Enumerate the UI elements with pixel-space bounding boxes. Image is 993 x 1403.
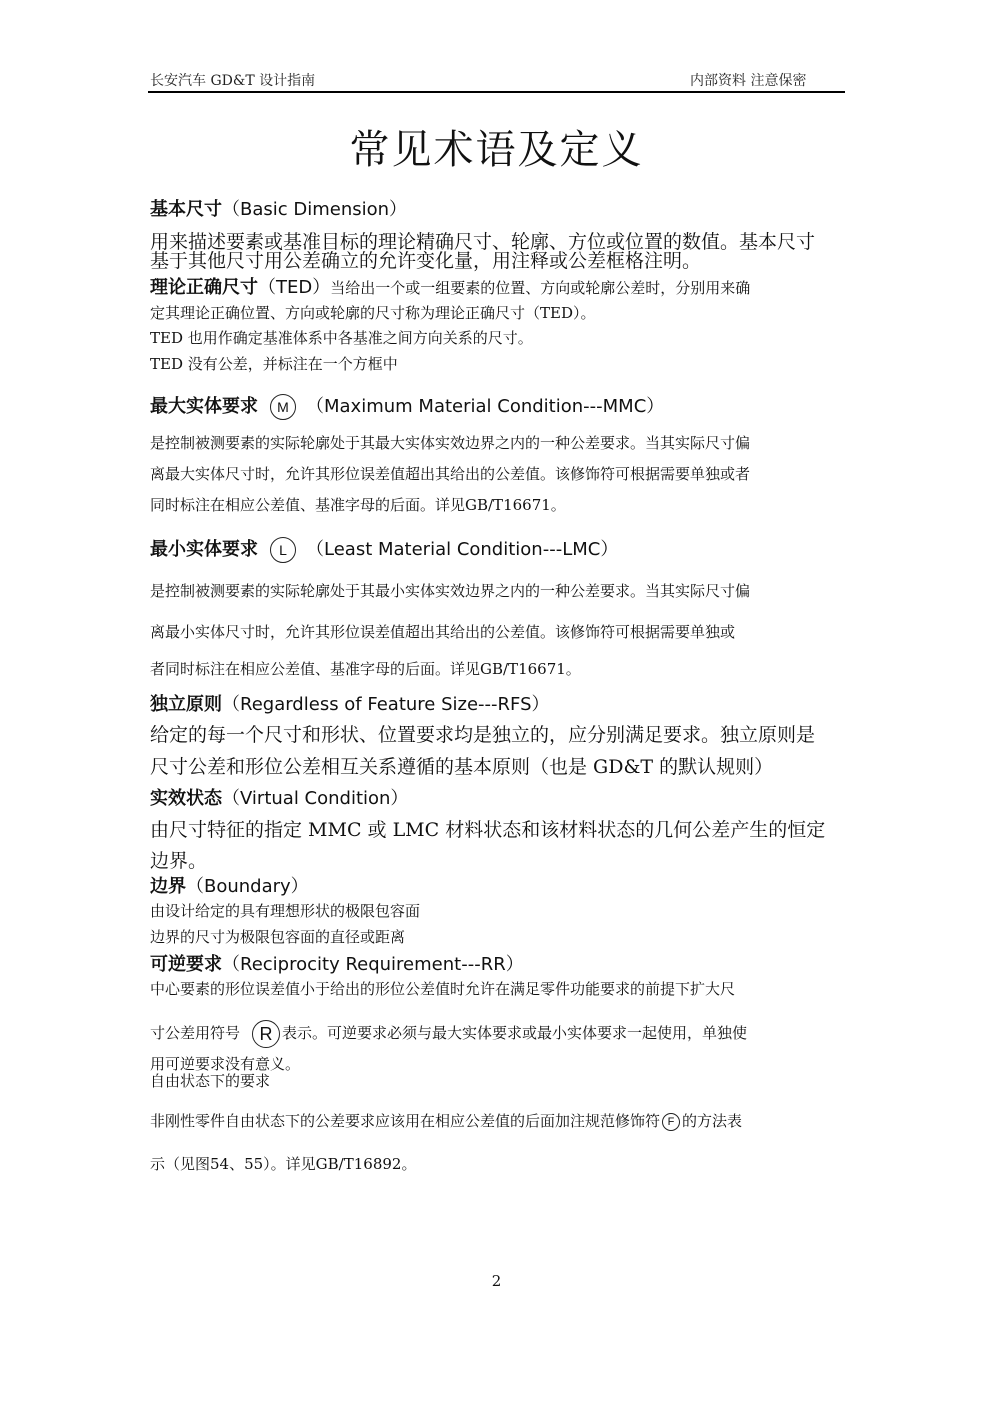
rr-heading-cn: 可逆要求 (150, 954, 222, 975)
mmc-circled-m-icon: M (270, 394, 296, 420)
rr-line-2-pre: 寸公差用符号 (150, 1024, 241, 1042)
boundary-heading-en: （Boundary） (186, 876, 309, 897)
ted-heading-cn: 理论正确尺寸 (150, 277, 258, 298)
mmc-line-2: 离最大实体尺寸时，允许其形位误差值超出其给出的公差值。该修饰符可根据需要单独或者 (150, 465, 751, 483)
rr-line-1: 中心要素的形位误差值小于给出的形位公差值时允许在满足零件功能要求的前提下扩大尺 (150, 980, 736, 998)
free-state-line-1 (150, 1110, 742, 1131)
lmc-line-1: 是控制被测要素的实际轮廓处于其最小实体实效边界之内的一种公差要求。当其实际尺寸偏 (150, 582, 751, 600)
rr-line-2-post: 表示。可逆要求必须与最大实体要求或最小实体要求一起使用，单独使 (282, 1024, 748, 1042)
lmc-heading-en: （Least Material Condition---LMC） (306, 539, 619, 560)
virtual-condition-line-2: 边界。 (150, 850, 208, 872)
ted-line-1-text: 当给出一个或一组要素的位置、方向或轮廓公差时，分别用来确 (330, 279, 751, 297)
rfs-line-2: 尺寸公差和形位公差相互关系遵循的基本原则（也是 GD&T 的默认规则） (150, 756, 774, 778)
header-rule (148, 91, 845, 93)
mmc-line-3: 同时标注在相应公差值、基准字母的后面。详见GB/T16671。 (150, 496, 566, 514)
ted-line-4: TED 没有公差，并标注在一个方框中 (150, 355, 398, 373)
lmc-line-3: 者同时标注在相应公差值、基准字母的后面。详见GB/T16671。 (150, 660, 581, 678)
header-left-text: 长安汽车 GD&T 设计指南 (150, 73, 316, 89)
page-number: 2 (491, 1272, 502, 1290)
lmc-heading-cn: 最小实体要求 (150, 539, 258, 560)
rr-line-2 (150, 1020, 747, 1048)
ted-heading-en: （TED） (258, 277, 331, 298)
mmc-heading (150, 392, 664, 420)
lmc-line-2: 离最小实体尺寸时，允许其形位误差值超出其给出的公差值。该修饰符可根据需要单独或 (150, 623, 736, 641)
lmc-heading (150, 535, 618, 563)
rr-line-3: 用可逆要求没有意义。 (150, 1055, 301, 1073)
free-state-line-2: 示（见图54、55）。详见GB/T16892。 (150, 1155, 417, 1173)
basic-dimension-heading (150, 195, 407, 221)
ted-line-3: TED 也用作确定基准体系中各基准之间方向关系的尺寸。 (150, 329, 533, 347)
virtual-condition-heading-cn: 实效状态 (150, 788, 222, 809)
basic-dimension-heading-cn: 基本尺寸 (150, 199, 222, 220)
rr-circled-r-icon: R (252, 1020, 280, 1048)
boundary-line-1: 由设计给定的具有理想形状的极限包容面 (150, 902, 421, 920)
basic-dimension-line-1: 用来描述要素或基准目标的理论精确尺寸、轮廓、方位或位置的数值。基本尺寸 (150, 231, 816, 253)
rfs-heading (150, 690, 550, 716)
mmc-line-1: 是控制被测要素的实际轮廓处于其最大实体实效边界之内的一种公差要求。当其实际尺寸偏 (150, 434, 751, 452)
virtual-condition-heading-en: （Virtual Condition） (222, 788, 409, 809)
ted-paragraph-line-1 (150, 273, 750, 299)
page-title: 常见术语及定义 (349, 127, 644, 173)
mmc-heading-cn: 最大实体要求 (150, 396, 258, 417)
rfs-heading-cn: 独立原则 (150, 694, 222, 715)
free-state-line-1-pre: 非刚性零件自由状态下的公差要求应该用在相应公差值的后面加注规范修饰符 (150, 1112, 661, 1130)
free-state-line-1-post: 的方法表 (682, 1112, 743, 1130)
virtual-condition-line-1: 由尺寸特征的指定 MMC 或 LMC 材料状态和该材料状态的几何公差产生的恒定 (150, 819, 826, 841)
ted-line-2: 定其理论正确位置、方向或轮廓的尺寸称为理论正确尺寸（TED）。 (150, 304, 596, 322)
basic-dimension-line-2: 基于其他尺寸用公差确立的允许变化量，用注释或公差框格注明。 (150, 250, 702, 272)
boundary-heading-cn: 边界 (150, 876, 186, 897)
mmc-heading-en: （Maximum Material Condition---MMC） (306, 396, 665, 417)
ted-heading (150, 277, 330, 298)
rfs-line-1: 给定的每一个尺寸和形状、位置要求均是独立的，应分别满足要求。独立原则是 (150, 724, 816, 746)
basic-dimension-heading-en: （Basic Dimension） (222, 199, 408, 220)
free-state-heading: 自由状态下的要求 (150, 1072, 271, 1090)
rr-heading-en: （Reciprocity Requirement---RR） (222, 954, 524, 975)
lmc-circled-l-icon: L (270, 537, 296, 563)
rr-heading (150, 950, 524, 976)
virtual-condition-heading (150, 784, 408, 810)
rfs-heading-en: （Regardless of Feature Size---RFS） (222, 694, 550, 715)
boundary-heading (150, 872, 309, 898)
boundary-line-2: 边界的尺寸为极限包容面的直径或距离 (150, 928, 406, 946)
free-state-circled-f-icon: F (662, 1113, 680, 1131)
header-right-text: 内部资料 注意保密 (690, 73, 807, 89)
